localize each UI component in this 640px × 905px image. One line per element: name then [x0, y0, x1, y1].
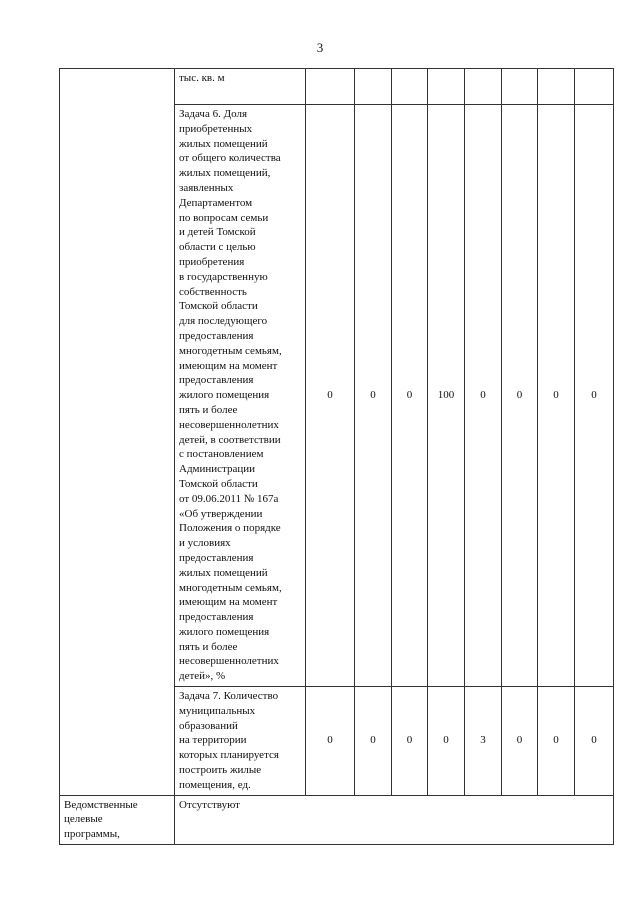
table-row-unit — [60, 69, 614, 105]
programs-value-cell — [175, 795, 614, 844]
table-cell — [465, 69, 502, 105]
task7-value-cell: 0 — [392, 687, 428, 796]
task6-value-cell: 0 — [502, 105, 538, 687]
task7-description: Задача 7. Количество муниципальных образований на территории которых планируется построить жилые помещения, ед. — [179, 690, 279, 791]
table-cell — [428, 69, 465, 105]
task6-value-cell: 0 — [465, 105, 502, 687]
task7-value-cell: 0 — [306, 687, 355, 796]
task7-value-cell: 3 — [465, 687, 502, 796]
left-label-cell-empty — [60, 69, 175, 796]
task6-value-cell: 0 — [392, 105, 428, 687]
task7-value-cell: 0 — [428, 687, 465, 796]
task7-description-cell — [175, 687, 306, 796]
table-cell — [538, 69, 575, 105]
unit-description-cell — [175, 69, 306, 105]
task6-value-cell: 100 — [428, 105, 465, 687]
table-cell — [306, 69, 355, 105]
table-cell — [392, 69, 428, 105]
table-cell — [355, 69, 392, 105]
programs-label: Ведомственные целевые программы, — [64, 798, 138, 841]
task7-value-cell: 0 — [355, 687, 392, 796]
task7-value-cell: 0 — [502, 687, 538, 796]
task6-description-cell — [175, 105, 306, 687]
unit-description: тыс. кв. м — [179, 72, 225, 84]
task7-value-cell: 0 — [575, 687, 614, 796]
page-number: 3 — [316, 40, 324, 55]
programs-value: Отсутствуют — [179, 798, 240, 811]
task6-description: Задача 6. Доля приобретенных жилых помещений от общего количества жилых помещений, заявленных Департаментом по вопросам семьи и детей Томской области с целью приобретения в государственную собственность Томской области для последующего предоставления многодетным семьям, имеющим на момент предоставления жилого помещения пять и более несовершеннолетних детей, в соответствии с постановлением Администрации Томской области от 09.06.2011 № 167а «Об утверждении Положения о порядке и условиях предоставления жилых помещений многодетным семьям, имеющим на момент предоставления жилого помещения пять и более несовершеннолетних детей», % — [179, 108, 282, 683]
programs-label-cell — [60, 795, 175, 844]
task6-value-cell: 0 — [538, 105, 575, 687]
task6-value-cell: 0 — [355, 105, 392, 687]
task7-value-cell: 0 — [538, 687, 575, 796]
table-row-programs — [60, 795, 614, 844]
task6-value-cell: 0 — [575, 105, 614, 687]
table-cell — [575, 69, 614, 105]
task6-value-cell: 0 — [306, 105, 355, 687]
table-cell — [502, 69, 538, 105]
program-indicators-table — [59, 68, 614, 845]
